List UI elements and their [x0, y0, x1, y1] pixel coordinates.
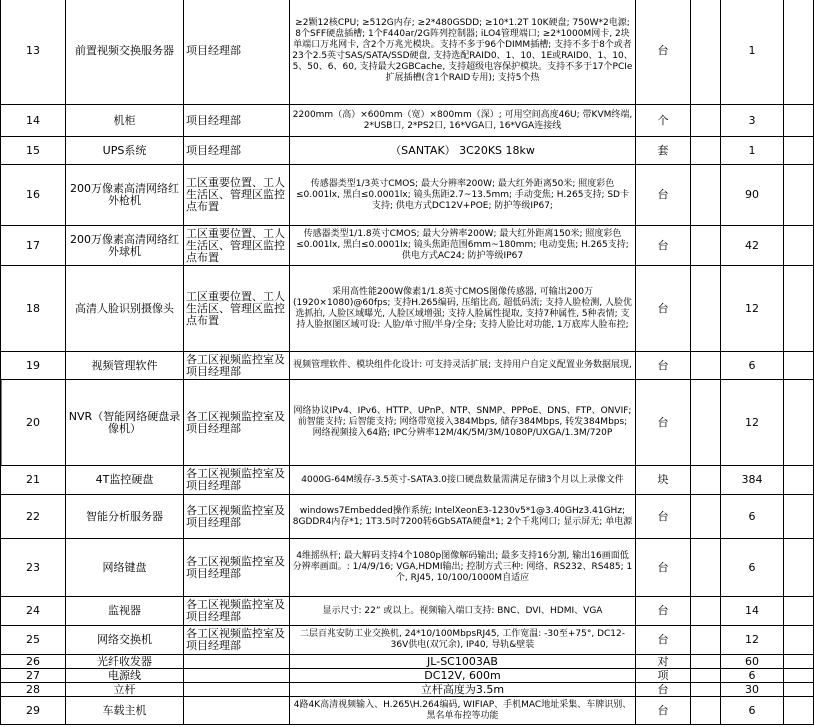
blank-cell	[784, 655, 814, 669]
row-number: 23	[1, 539, 66, 597]
blank-cell	[784, 226, 814, 266]
row-number: 13	[1, 0, 66, 105]
quantity: 14	[721, 597, 784, 626]
unit: 台	[636, 626, 691, 655]
item-name: 网络键盘	[66, 539, 184, 597]
blank-cell	[784, 669, 814, 683]
blank-cell	[691, 495, 721, 539]
blank-cell	[691, 669, 721, 683]
unit: 台	[636, 0, 691, 105]
blank-cell	[691, 380, 721, 466]
row-number: 14	[1, 105, 66, 137]
row-number: 17	[1, 226, 66, 266]
blank-cell	[691, 226, 721, 266]
spec: DC12V, 600m	[290, 669, 636, 683]
spec: 4000G-64M缓存-3.5英寸-SATA3.0接口硬盘数量需满足存储3个月以上录像文件	[290, 466, 636, 495]
quantity: 3	[721, 105, 784, 137]
spec: 2200mm（高）×600mm（宽）×800mm（深）; 可用空间高度46U; 带KVM终端, 2*USB口, 2*PS2口, 16*VGA口, 16*VGA连接线	[290, 105, 636, 137]
blank-cell	[784, 597, 814, 626]
blank-cell	[784, 137, 814, 165]
blank-cell	[691, 105, 721, 137]
spec: 传感器类型1/1.8英寸CMOS; 最大分辨率200W; 最大红外距离150米; 照度彩色≤0.001lx, 黑白≤0.0001lx; 镜头焦距范围6mm~180mm; 电动变焦; H.265支持; 供电方式AC24; 防护等级IP67	[290, 226, 636, 266]
location	[184, 669, 290, 683]
table-row[interactable]	[1, 266, 814, 352]
item-name: 高清人脸识别摄像头	[66, 266, 184, 352]
unit: 台	[636, 495, 691, 539]
table-row[interactable]	[1, 655, 814, 669]
unit: 套	[636, 137, 691, 165]
location: 各工区视频监控室及项目经理部	[184, 495, 290, 539]
row-number: 27	[1, 669, 66, 683]
unit: 台	[636, 380, 691, 466]
unit: 台	[636, 539, 691, 597]
location: 各工区视频监控室及项目经理部	[184, 352, 290, 380]
location: 项目经理部	[184, 0, 290, 105]
spec: 视频管理软件、模块组件化设计: 可支持灵活扩展; 支持用户自定义配置业务数据展现,	[290, 352, 636, 380]
row-number: 21	[1, 466, 66, 495]
row-number: 26	[1, 655, 66, 669]
blank-cell	[784, 539, 814, 597]
table-row[interactable]	[1, 669, 814, 683]
quantity: 6	[721, 539, 784, 597]
blank-cell	[691, 539, 721, 597]
item-name: 车载主机	[66, 697, 184, 725]
spec: 网络协议IPv4、IPv6、HTTP、UPnP、NTP、SNMP、PPPoE、DNS、FTP、ONVIF; 前智能支持; 后智能支持; 网络带宽接入384Mbps, 储存384Mbps, 转发384Mbps; 网络视频接入64路; IPC分辨率12M/4K/5M/3M/1080P/UXGA/1.3M/720P	[290, 380, 636, 466]
item-name: 前置视频交换服务器	[66, 0, 184, 105]
blank-cell	[784, 352, 814, 380]
item-name: 立杆	[66, 683, 184, 697]
location: 各工区视频监控室及项目经理部	[184, 380, 290, 466]
location: 工区重要位置、工人生活区、管理区监控点布置	[184, 165, 290, 226]
quantity: 42	[721, 226, 784, 266]
blank-cell	[691, 597, 721, 626]
blank-cell	[784, 495, 814, 539]
location: 各工区视频监控室及项目经理部	[184, 626, 290, 655]
blank-cell	[784, 380, 814, 466]
unit: 台	[636, 165, 691, 226]
blank-cell	[691, 466, 721, 495]
table-row[interactable]	[1, 137, 814, 165]
spec: （SANTAK） 3C20KS 18kw	[290, 137, 636, 165]
table-row[interactable]	[1, 352, 814, 380]
location: 项目经理部	[184, 137, 290, 165]
blank-cell	[691, 697, 721, 725]
unit: 块	[636, 466, 691, 495]
blank-cell	[691, 352, 721, 380]
quantity: 12	[721, 380, 784, 466]
blank-cell	[691, 655, 721, 669]
quantity: 6	[721, 352, 784, 380]
blank-cell	[691, 165, 721, 226]
quantity: 60	[721, 655, 784, 669]
unit: 台	[636, 697, 691, 725]
location: 项目经理部	[184, 105, 290, 137]
row-number: 22	[1, 495, 66, 539]
quantity: 90	[721, 165, 784, 226]
quantity: 30	[721, 683, 784, 697]
quantity: 6	[721, 669, 784, 683]
item-name: 电源线	[66, 669, 184, 683]
table-row[interactable]	[1, 0, 814, 105]
quantity: 6	[721, 697, 784, 725]
row-number: 16	[1, 165, 66, 226]
row-number: 19	[1, 352, 66, 380]
spec: 4维摇纵杆; 最大解码支持4个1080p图像解码输出; 最多支持16分割, 输出16画面低分辨率画面。: 1/4/9/16; VGA,HDMI输出; 控制方式三种: 网络、RS232、RS485; 1个, RJ45, 10/100/1000M自适应	[290, 539, 636, 597]
table-row[interactable]	[1, 226, 814, 266]
item-name: 监视器	[66, 597, 184, 626]
table-row[interactable]	[1, 495, 814, 539]
spec: 二层百兆安防工业交换机, 24*10/100MbpsRJ45, 工作宽温: -30至+75°, DC12-36V供电(双冗余), IP40, 导轨&壁装	[290, 626, 636, 655]
location	[184, 697, 290, 725]
table-row[interactable]	[1, 165, 814, 226]
table-row[interactable]	[1, 626, 814, 655]
table-row[interactable]	[1, 539, 814, 597]
location	[184, 655, 290, 669]
unit: 台	[636, 683, 691, 697]
blank-cell	[784, 626, 814, 655]
unit: 台	[636, 226, 691, 266]
location: 工区重要位置、工人生活区、管理区监控点布置	[184, 266, 290, 352]
spec: 4路4K高清视频输入、H.265\H.264编码, WIFIAP、手机MAC地址采集、车牌识别、黑名单布控等功能	[290, 697, 636, 725]
row-number: 20	[1, 380, 66, 466]
row-number: 24	[1, 597, 66, 626]
item-name: UPS系统	[66, 137, 184, 165]
location: 各工区视频监控室及项目经理部	[184, 597, 290, 626]
item-name: 200万像素高清网络红外枪机	[66, 165, 184, 226]
spec: windows7Embedded操作系统; IntelXeonE3-1230v5*1@3.40GHz3.41GHz; 8GDDR4内存*1; 1T3.5吋7200转6GbSATA硬盘*1; 2个千兆网口; 显示屏无; 单电源	[290, 495, 636, 539]
item-name: NVR（智能网络硬盘录像机）	[66, 380, 184, 466]
blank-cell	[691, 626, 721, 655]
blank-cell	[784, 697, 814, 725]
spec: ≥2颗12核CPU; ≥512G内存; ≥2*480GSDD; ≥10*1.2T 10K硬盘; 750W*2电源; 8个SFF硬盘插槽; 1个F440ar/2G阵列控制器; iLO4管理端口; ≥2*1000M网卡, 2块单端口万兆网卡, 含2个万兆光模块。支持不多于96个DIMM插槽; 支持不多于8个或者23个2.5英寸SAS/SATA/SSD硬盘, 支持选配RAID0、1、10、1E或RAID0、1、10、5、50、6、60, 支持最大2GBCache, 支持超级电容保护模块。支持不多于17个PCIe扩展插槽(含1个RAID专用); 支持5个热	[290, 0, 636, 105]
row-number: 29	[1, 697, 66, 725]
quantity: 384	[721, 466, 784, 495]
blank-cell	[691, 137, 721, 165]
unit: 台	[636, 266, 691, 352]
table-row[interactable]	[1, 697, 814, 725]
quantity: 1	[721, 0, 784, 105]
location	[184, 683, 290, 697]
blank-cell	[691, 683, 721, 697]
row-number: 15	[1, 137, 66, 165]
row-number: 28	[1, 683, 66, 697]
item-name: 4T监控硬盘	[66, 466, 184, 495]
unit: 项	[636, 669, 691, 683]
unit: 对	[636, 655, 691, 669]
table-row[interactable]	[1, 466, 814, 495]
unit: 台	[636, 597, 691, 626]
location: 各工区视频监控室及项目经理部	[184, 539, 290, 597]
item-name: 视频管理软件	[66, 352, 184, 380]
quantity: 12	[721, 266, 784, 352]
quantity: 12	[721, 626, 784, 655]
row-number: 18	[1, 266, 66, 352]
spec: JL-SC1003AB	[290, 655, 636, 669]
blank-cell	[784, 105, 814, 137]
blank-cell	[784, 266, 814, 352]
blank-cell	[691, 266, 721, 352]
table-row[interactable]	[1, 380, 814, 466]
item-name: 200万像素高清网络红外球机	[66, 226, 184, 266]
table-row[interactable]	[1, 597, 814, 626]
table-row[interactable]	[1, 683, 814, 697]
quantity: 1	[721, 137, 784, 165]
blank-cell	[691, 0, 721, 105]
quantity: 6	[721, 495, 784, 539]
item-name: 网络交换机	[66, 626, 184, 655]
blank-cell	[784, 683, 814, 697]
unit: 个	[636, 105, 691, 137]
table-row[interactable]	[1, 105, 814, 137]
location: 各工区视频监控室及项目经理部	[184, 466, 290, 495]
blank-cell	[784, 0, 814, 105]
spec: 传感器类型1/3英寸CMOS; 最大分辨率200W; 最大红外距离50米; 照度彩色≤0.001lx, 黑白≤0.0001lx; 镜头焦距2.7~13.5mm; 手动变焦; H.265支持; SD卡支持; 供电方式DC12V+POE; 防护等级IP67;	[290, 165, 636, 226]
item-name: 智能分析服务器	[66, 495, 184, 539]
item-name: 机柜	[66, 105, 184, 137]
item-name: 光纤收发器	[66, 655, 184, 669]
row-number: 25	[1, 626, 66, 655]
blank-cell	[784, 466, 814, 495]
blank-cell	[784, 165, 814, 226]
location: 工区重要位置、工人生活区、管理区监控点布置	[184, 226, 290, 266]
spec: 显示尺寸: 22” 或以上。视频输入端口支持: BNC、DVI、HDMI、VGA	[290, 597, 636, 626]
spec: 立杆高度为3.5m	[290, 683, 636, 697]
unit: 台	[636, 352, 691, 380]
spec: 采用高性能200W像素1/1.8英寸CMOS图像传感器, 可输出200万(1920×1080)@60fps; 支持H.265编码, 压缩比高, 超低码流; 支持人脸检测, 人脸优选抓拍, 人脸区域曝光, 人脸区域增强; 支持人脸属性提取, 支持7种属性, 5种表情; 支持人脸抠图区域可设: 人脸/单寸照/半身/全身; 支持人脸比对功能, 1万底库人脸布控;	[290, 266, 636, 352]
